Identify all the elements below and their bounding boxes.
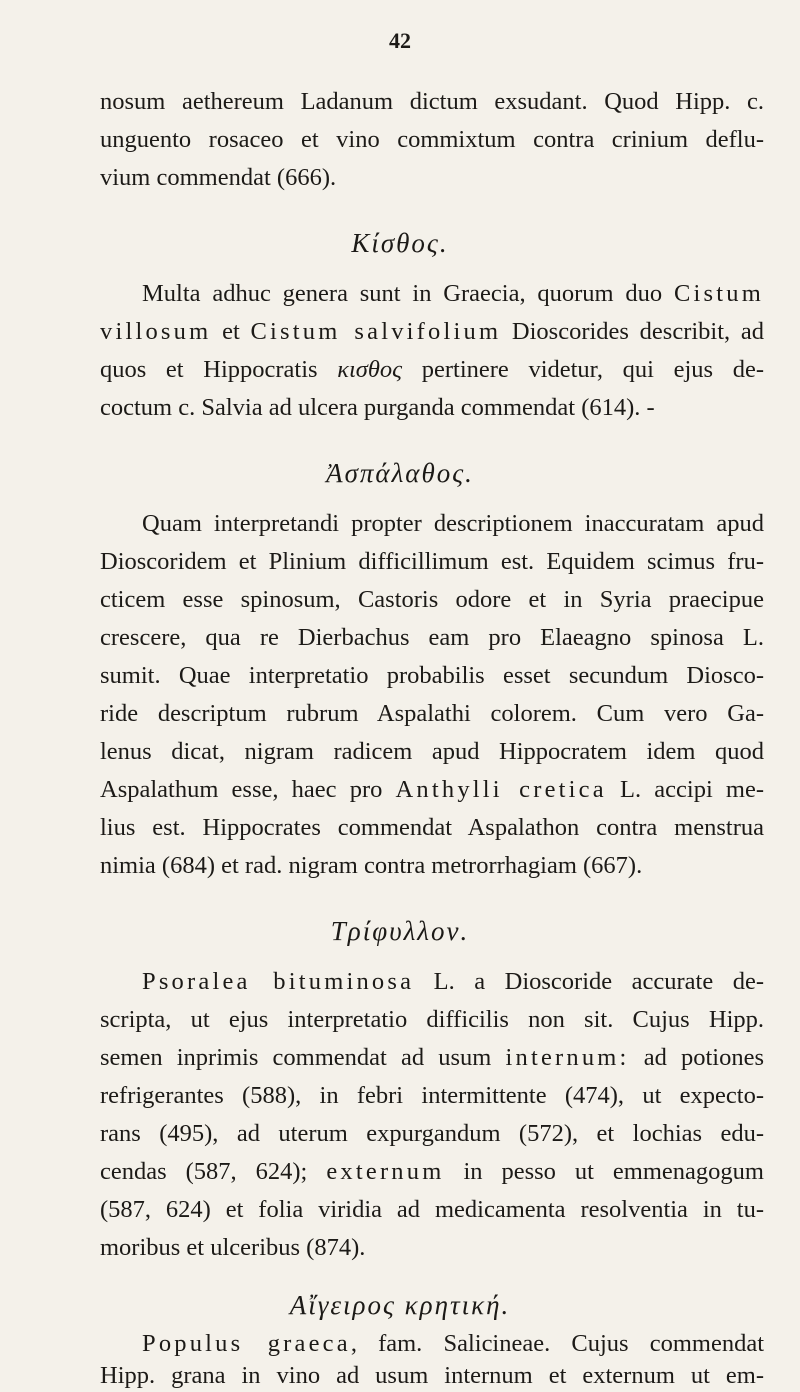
spaced-term: internum: — [505, 1044, 630, 1071]
text-run: semen inprimis commendat ad usum — [100, 1044, 506, 1071]
text-run: L. accipi me- — [606, 776, 765, 803]
spaced-term: Cistum — [674, 280, 764, 307]
text-line — [100, 1042, 764, 1074]
text-line: Dioscoridem et Plinium difficillimum est. Equidem scimus fru- — [100, 548, 764, 575]
text-line — [100, 354, 764, 386]
text-run: Dioscorides describit, ad — [501, 318, 764, 345]
text-line: ride descriptum rubrum Aspalathi colorem. Cum vero Ga- — [100, 700, 764, 727]
text-line — [100, 1328, 764, 1360]
spaced-term: externum — [326, 1158, 445, 1185]
text-run: Aspalathum esse, haec pro — [100, 776, 396, 803]
text-line: refrigerantes (588), in febri intermittente (474), ut expecto- — [100, 1082, 764, 1109]
section-heading: Ἀσπάλαθος. — [326, 458, 474, 488]
text-run: quos et Hippocratis — [100, 356, 338, 383]
text-line: nosum aethereum Ladanum dictum exsudant. Quod Hipp. c. — [100, 88, 764, 115]
text-line: unguento rosaceo et vino commixtum contra crinium deflu- — [100, 126, 764, 153]
spaced-term: Cistum salvifolium — [250, 318, 502, 345]
text-run: et — [211, 318, 251, 345]
text-line — [100, 1156, 764, 1188]
text-run: L. a Dioscoride accurate de- — [414, 968, 764, 995]
text-run: Multa adhuc genera sunt in Graecia, quorum duo — [142, 280, 674, 307]
text-line: cticem esse spinosum, Castoris odore et in Syria praecipue — [100, 586, 764, 613]
text-run: cendas (587, 624); — [100, 1158, 327, 1185]
text-line: lenus dicat, nigram radicem apud Hippocratem idem quod — [100, 738, 764, 765]
text-run: , fam. Salicineae. Cujus commendat — [350, 1330, 764, 1357]
section-heading: Κίσθος. — [351, 228, 449, 258]
text-run: pertinere videtur, qui ejus de- — [402, 356, 764, 383]
text-line: Quam interpretandi propter descriptionem inaccuratam apud — [142, 510, 764, 537]
greek-term: κισθος — [337, 356, 403, 383]
text-run: ad potiones — [629, 1044, 764, 1071]
spaced-term: Anthylli cretica — [395, 776, 607, 803]
text-line: moribus et ulceribus (874). — [100, 1234, 366, 1261]
text-line — [100, 774, 764, 806]
text-line — [100, 316, 764, 348]
section-heading: Αἴγειρος κρητική. — [289, 1290, 511, 1320]
text-line: (587, 624) et folia viridia ad medicamenta resolventia in tu- — [100, 1196, 764, 1223]
text-line — [100, 966, 764, 998]
spaced-term: Psoralea bituminosa — [142, 968, 415, 995]
text-line: sumit. Quae interpretatio probabilis esset secundum Diosco- — [100, 662, 764, 689]
text-line: scripta, ut ejus interpretatio difficilis non sit. Cujus Hipp. — [100, 1006, 764, 1033]
text-line: nimia (684) et rad. nigram contra metrorrhagiam (667). — [100, 852, 643, 879]
text-line: lius est. Hippocrates commendat Aspalathon contra menstrua — [100, 814, 764, 841]
page-number: 42 — [389, 28, 411, 53]
spaced-term: villosum — [100, 318, 212, 345]
text-line: rans (495), ad uterum expurgandum (572), et lochias edu- — [100, 1120, 764, 1147]
text-line: vium commendat (666). — [100, 164, 337, 191]
text-run: in pesso ut emmenagogum — [444, 1158, 764, 1185]
text-line: crescere, qua re Dierbachus eam pro Elaeagno spinosa L. — [100, 624, 764, 651]
section-heading: Τρίφυλλον. — [330, 916, 470, 946]
text-line: coctum c. Salvia ad ulcera purganda commendat (614). - — [100, 394, 655, 421]
text-line — [100, 278, 764, 310]
text-line: Hipp. grana in vino ad usum internum et externum ut em- — [100, 1362, 764, 1389]
spaced-term: Populus graeca — [142, 1330, 351, 1357]
